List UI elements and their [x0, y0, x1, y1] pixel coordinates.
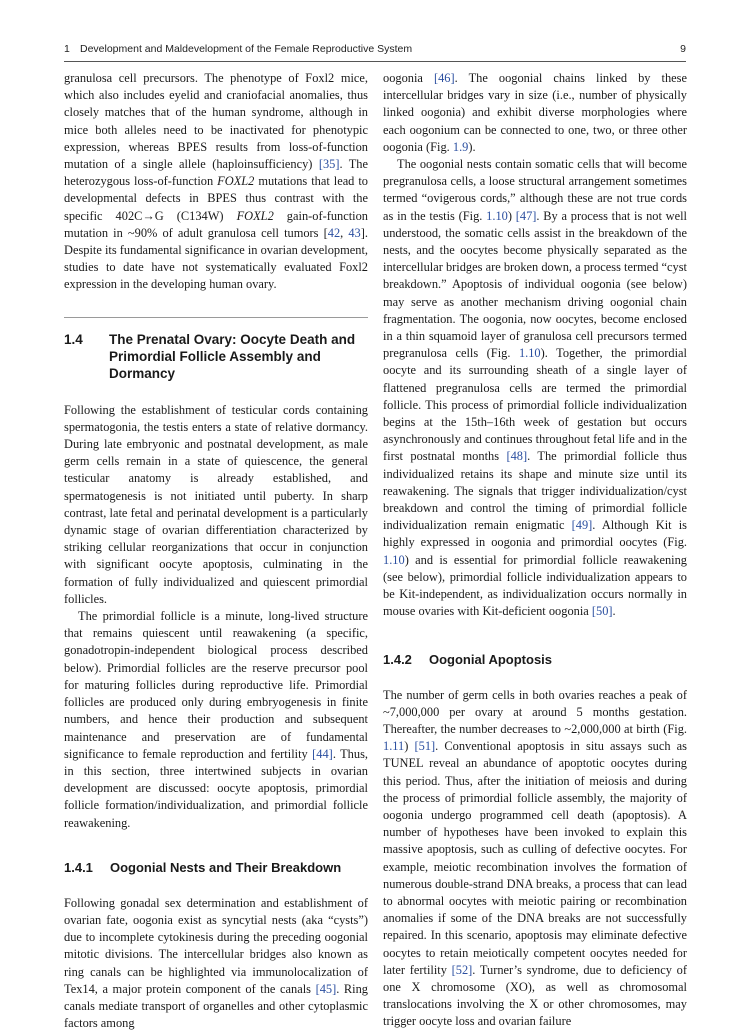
- citation-link[interactable]: 42: [327, 225, 341, 240]
- left-column: [64, 70, 368, 1032]
- figure-link[interactable]: 1.10: [518, 346, 541, 361]
- figure-link[interactable]: 1.11: [383, 739, 405, 754]
- figure-link[interactable]: 1.10: [486, 208, 508, 223]
- subsection-title: Oogonial Apoptosis: [429, 651, 553, 667]
- section-divider: [64, 317, 368, 318]
- chapter-number: 1: [64, 43, 70, 55]
- citation-link[interactable]: [35]: [318, 157, 340, 172]
- paragraph: The primordial follicle is a minute, long-lived structure that remains quiescent until reawakening (a specific, gonadotropin-independent biological process described below). Primordial follicles are the reserve precursor pool for maturing follicles during reproductive life. Primordial follicles are produced only during embryogenesis in finite numbers, and hence their production and subsequent maintenance and preservation are of fundamental significance to female reproduction and fertility [44]. Thus, in this section, three intertwined subjects in ovarian development are discussed: oocyte apoptosis, primordial follicle formation/individualization, and primordial follicle reawakening.: [64, 609, 368, 830]
- paragraph: granulosa cell precursors. The phenotype of Foxl2 mice, which also includes eyelid and craniofacial anomalies, thus closely matches that of the human syndrome, although in mice both alleles need to be inactivated for phenotypic expression, whereas BPES results from loss-of-function mutation of a single allele (haploinsufficiency) [35]. The heterozygous loss-of-function FOXL2 mutations that lead to developmental defects in BPES thus contrast with the specific 402C→G (C134W) FOXL2 gain-of-function mutation in ~90% of adult granulosa cell tumors [42, 43]. Despite its fundamental significance in ovarian development, studies to date have not systematically evaluated Foxl2 expression in the developing human ovary.: [64, 71, 369, 292]
- subsection-heading: [383, 651, 687, 668]
- section-heading: [64, 331, 368, 382]
- subsection-title: Oogonial Nests and Their Breakdown: [110, 859, 342, 875]
- subsection-number: 1.4.1: [64, 859, 93, 875]
- citation-link[interactable]: [50]: [591, 604, 613, 619]
- citation-link[interactable]: 43: [348, 225, 361, 240]
- paragraph: Following gonadal sex determination and establishment of ovarian fate, oogonia exist as syncytial nests (aka “cysts”) due to incomplete cytokinesis during the preceding oogonial mitotic divisions. The intercellular bridges also known as ring canals can be highlighted via immunolocalization of Tex14, a major protein component of the canals [45]. Ring canals mediate transport of organelles and other cytoplasmic factors among: [64, 895, 369, 1031]
- running-header: [64, 41, 686, 62]
- right-column: [383, 70, 687, 1031]
- citation-link[interactable]: [52]: [451, 962, 473, 977]
- citation-link[interactable]: [48]: [506, 449, 528, 464]
- subsection-number: 1.4.2: [383, 651, 412, 667]
- paragraph: Following the establishment of testicular cords containing spermatogonia, the testis enters a state of relative dormancy. During late embryonic and postnatal development, as male germ cells remain in a state of quiescence, the general testicular anatomy is already established, and spermatogenesis is not initiated until puberty. In sharp contrast, late fetal and perinatal development is a particularly dynamic stage of ovarian differentiation characterized by striking cellular reorganizations that occur in conjunction with significant oocyte apoptosis, culminating in the formation of fully individualized and quiescent primordial follicles.: [64, 402, 368, 606]
- citation-link[interactable]: [46]: [433, 71, 455, 85]
- section-number: 1.4: [64, 331, 83, 347]
- chapter-title: Development and Maldevelopment of the Female Reproductive System: [80, 43, 413, 55]
- paragraph: The oogonial nests contain somatic cells that will become pregranulosa cells, a loose structural arrangement sometimes termed “ovigerous cords,” although these are not true cords as in the testis (Fig. 1.10) [47]. By a process that is not well understood, the somatic cells assist in the breakdown of the nests, and the oocytes become physically separated as the intercellular bridges are broken down, a process termed “cyst breakdown.” Apoptosis of individual oogonia (see below) may serve as another mechanism driving oogonial chain fragmentation. The oogonia, now oocytes, become enclosed in a thin squamoid layer of granulosa cell precursors termed pregranulosa cells (Fig. 1.10). Together, the primordial oocyte and its surrounding sheath of a single layer of flattened pregranulosa cells are termed the primordial follicle. This process of primordial follicle individualization begins at the 15th–16th week of gestation but occurs asynchronously and continues throughout fetal life and in the first postnatal months [48]. The primordial follicle thus individualized retains its shape and minute size until its reawakening. The signals that trigger individualization/cyst breakdown and control the timing of primordial follicle individualization remain enigmatic [49]. Although Kit is highly expressed in oogonia and primordial oocytes (Fig. 1.10) and is essential for primordial follicle reawakening (see below), primordial follicle individualization appears to be Kit-independent, as individualization occurs normally in mouse ovaries with Kit-deficient oogonia [50].: [383, 157, 687, 619]
- citation-link[interactable]: [51]: [414, 739, 436, 754]
- citation-link[interactable]: [47]: [515, 208, 537, 223]
- paragraph: The number of germ cells in both ovaries reaches a peak of ~7,000,000 per ovary at around 5 months gestation. Thereafter, the number decreases to ~2,000,000 at birth (Fig. 1.11) [51]. Conventional apoptosis in situ assays such as TUNEL reveal an abundance of apoptotic oocytes during this period. Thus, after the initiation of meiosis and during the process of primordial follicle assembly, the majority of oogonia undergo programmed cell death (apoptosis). A number of hypotheses have been invoked to explain this massive apoptosis, such as culling of defective oocytes. For example, meiotic recombination involves the formation of numerous double-strand DNA breaks, a process that can lead to abnormal oocytes with meiotic pairing or recombination anomalies if some of the DNA breaks are not successfully repaired. In this scenario, apoptosis may eliminate defective oocytes to retain meiotically competent oocytes needed for later fertility [52]. Turner’s syndrome, due to deficiency of one X chromosome (XO), as well as chromosomal translocations involving the X or other chromosomes, may trigger oocyte loss and ovarian failure: [383, 687, 687, 1029]
- citation-link[interactable]: [44]: [312, 746, 333, 761]
- citation-link[interactable]: [45]: [315, 981, 337, 996]
- page-number: 9: [680, 43, 686, 55]
- section-title: The Prenatal Ovary: Oocyte Death and Primordial Follicle Assembly and Dormancy: [109, 331, 356, 381]
- figure-link[interactable]: 1.10: [383, 552, 405, 567]
- subsection-heading: [64, 859, 368, 876]
- paragraph: oogonia [46]. The oogonial chains linked by these intercellular bridges vary in size (i.e., number of physically linked oogonia) and exhibit diverse morphologies where each oogonium can be connected to one, two, or three other oogonia (Fig. 1.9).: [383, 71, 687, 154]
- figure-link[interactable]: 1.9: [452, 139, 469, 154]
- citation-link[interactable]: [49]: [571, 518, 593, 533]
